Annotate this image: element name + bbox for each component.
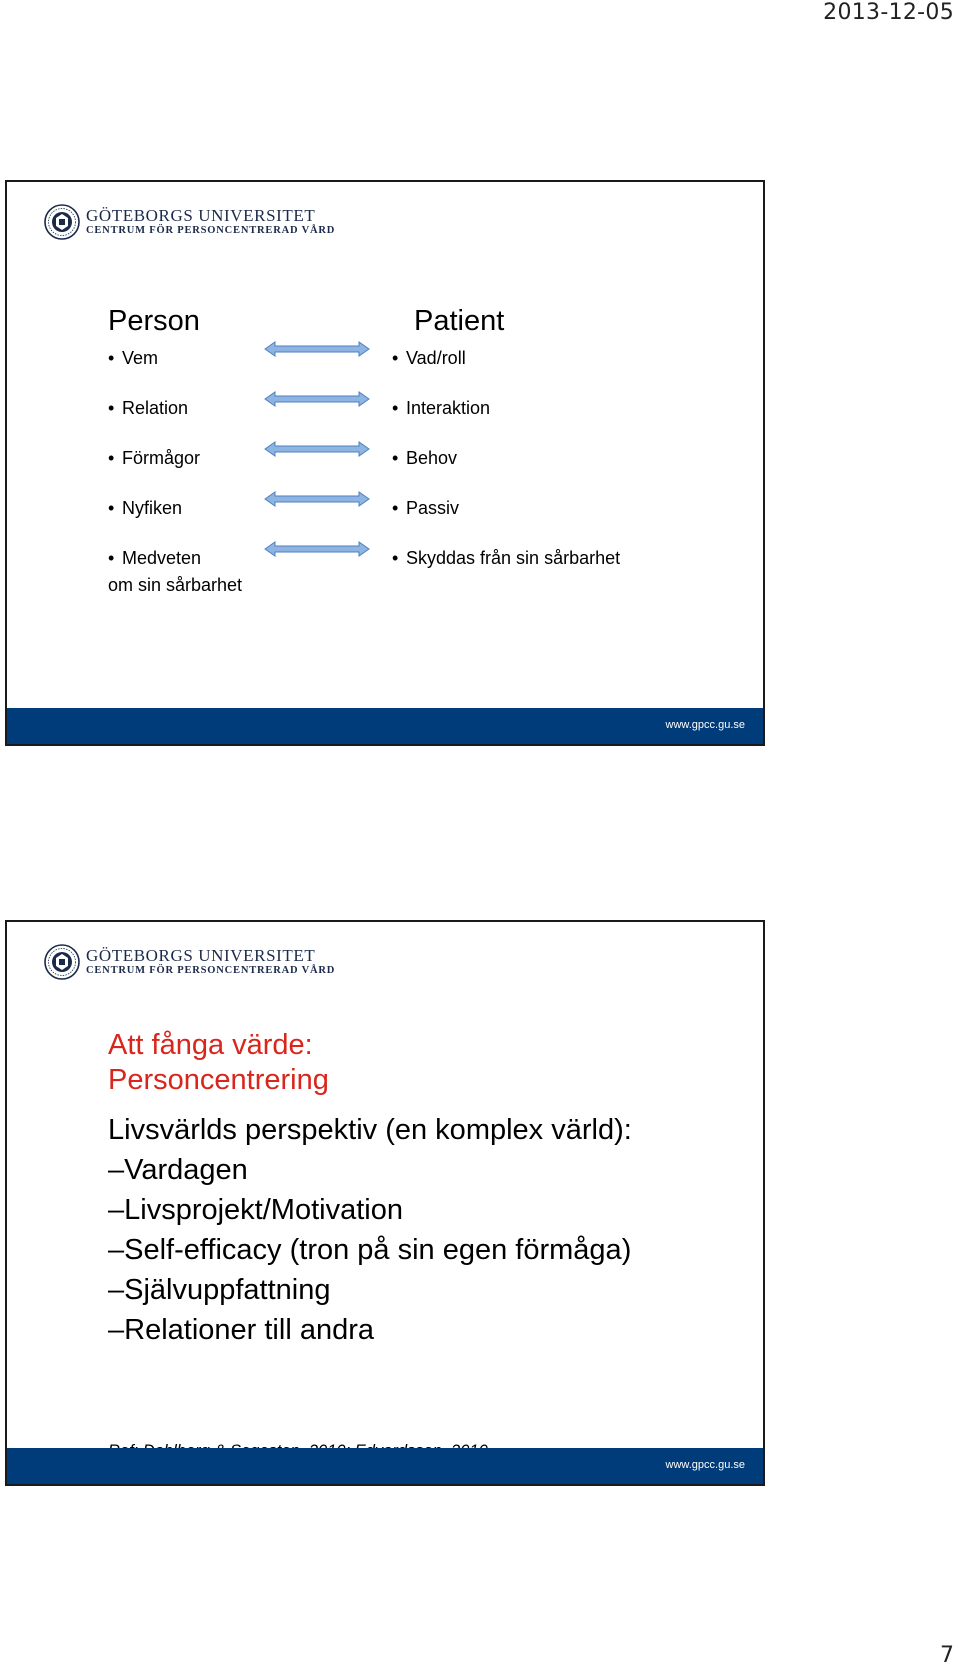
patient-item: • Skyddas från sin sårbarhet <box>392 548 621 568</box>
patient-item: • Interaktion <box>392 398 491 418</box>
slide-personcentrering <box>5 920 765 1486</box>
heading-person: Person <box>108 305 200 337</box>
centre-name: CENTRUM FÖR PERSONCENTRERAD VÅRD <box>86 965 336 977</box>
slide-title-line2: Personcentrering <box>108 1064 329 1096</box>
patient-item: • Behov <box>392 448 458 468</box>
patient-item: • Passiv <box>392 498 460 518</box>
person-item: • Vem <box>108 348 159 368</box>
slide-footer <box>7 1448 763 1484</box>
double-arrow-icon <box>264 491 370 507</box>
double-arrow-icon <box>264 391 370 407</box>
list-item: –Livsprojekt/Motivation <box>108 1194 403 1226</box>
list-item: –Relationer till andra <box>108 1314 374 1346</box>
double-arrow-icon <box>264 341 370 357</box>
list-item: –Självuppfattning <box>108 1274 331 1306</box>
page-date: 2013-12-05 <box>823 0 954 25</box>
university-logo <box>44 204 335 240</box>
centre-name: CENTRUM FÖR PERSONCENTRERAD VÅRD <box>86 225 336 237</box>
person-item: • Förmågor <box>108 448 201 468</box>
patient-item: • Vad/roll <box>392 348 466 368</box>
university-seal-icon <box>44 204 80 240</box>
list-item: –Vardagen <box>108 1154 248 1186</box>
university-seal-icon <box>44 944 80 980</box>
page-number: 7 <box>940 1643 954 1668</box>
slide-title <box>108 1028 329 1098</box>
person-item: • Medveten om sin sårbarhet <box>108 548 243 595</box>
slide-footer <box>7 708 763 744</box>
footer-url: www.gpcc.gu.se <box>665 719 745 731</box>
list-item: –Self-efficacy (tron på sin egen förmåga) <box>108 1234 632 1266</box>
person-item: • Nyfiken <box>108 498 183 518</box>
lifeworld-list <box>108 1150 631 1350</box>
heading-patient: Patient <box>414 305 505 337</box>
person-item: • Relation <box>108 398 189 418</box>
university-name: GÖTEBORGS UNIVERSITET <box>86 206 316 226</box>
slide-person-patient <box>5 180 765 746</box>
footer-url: www.gpcc.gu.se <box>665 1459 745 1471</box>
slide-title-line1: Att fånga värde: <box>108 1029 313 1061</box>
double-arrow-icon <box>264 441 370 457</box>
lead-text: Livsvärlds perspektiv (en komplex värld): <box>108 1114 632 1146</box>
double-arrow-icon <box>264 541 370 557</box>
university-logo <box>44 944 335 980</box>
person-item-continuation: om sin sårbarhet <box>108 575 243 595</box>
university-name: GÖTEBORGS UNIVERSITET <box>86 946 316 966</box>
